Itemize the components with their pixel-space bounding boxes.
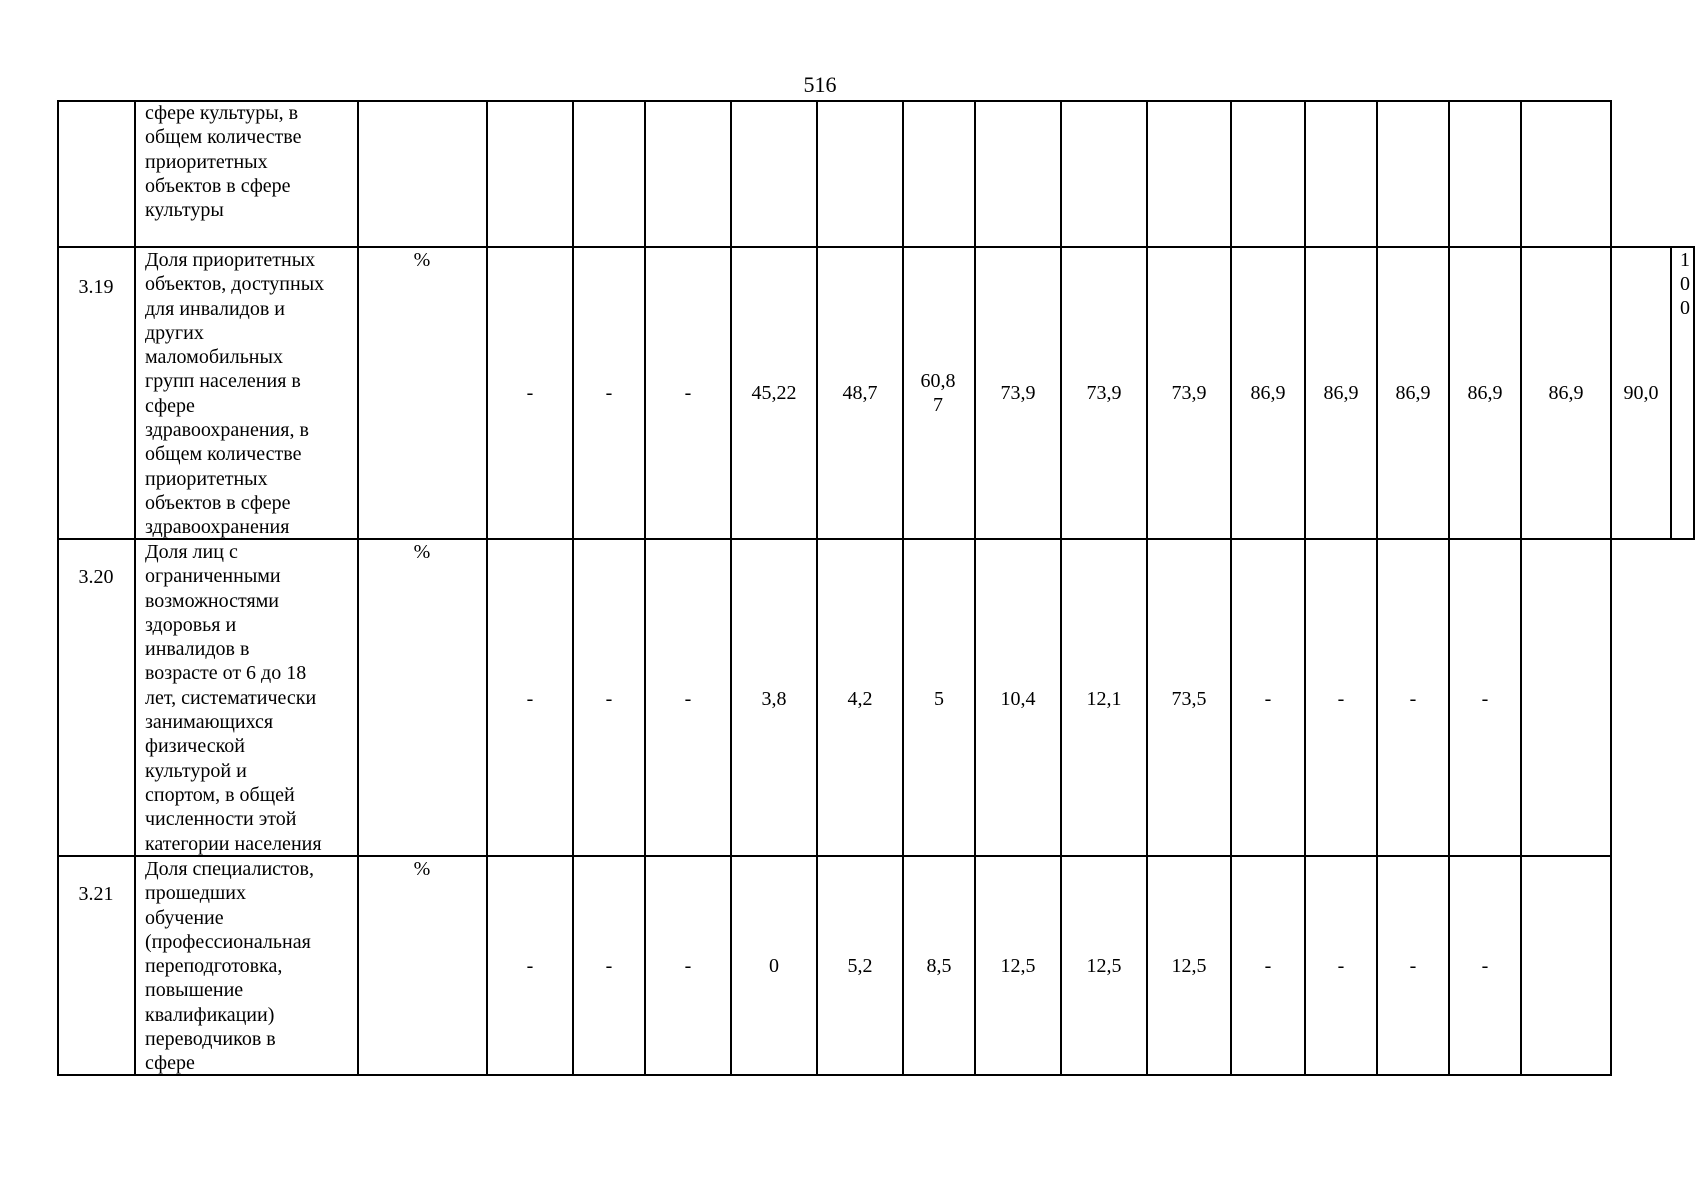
column-divider xyxy=(816,100,818,1076)
column-divider xyxy=(1520,100,1522,1076)
value-cell: 86,9 xyxy=(1323,382,1359,404)
row-description: Доля специалистов, прошедших обучение (профессиональная переподготовка, повышение квалификации) переводчиков в сфере xyxy=(145,858,314,1075)
column-divider xyxy=(1060,100,1062,1076)
page-number: 516 xyxy=(803,72,837,97)
row-unit: % xyxy=(413,249,431,271)
value-cell: - xyxy=(684,688,692,710)
column-divider xyxy=(1610,100,1612,1076)
row-number: 3.21 xyxy=(78,883,114,905)
value-cell: 3,8 xyxy=(761,688,787,710)
value-cell: 86,9 xyxy=(1467,382,1503,404)
column-divider xyxy=(644,100,646,1076)
row-description: Доля приоритетных объектов, доступных для инвалидов и других маломобильных групп населения в сфере здравоохранения, в общем количестве приоритетных объектов в сфере здравоохранения xyxy=(145,249,325,539)
column-divider xyxy=(1670,246,1672,540)
column-divider xyxy=(134,100,136,1076)
value-cell: 73,9 xyxy=(1086,382,1122,404)
column-divider xyxy=(1376,100,1378,1076)
value-cell: - xyxy=(1337,955,1345,977)
value-cell: 12,1 xyxy=(1086,688,1122,710)
value-cell: 4,2 xyxy=(847,688,873,710)
column-divider xyxy=(486,100,488,1076)
value-cell: - xyxy=(1264,688,1272,710)
value-cell: 10,4 xyxy=(1000,688,1036,710)
row-number: 3.19 xyxy=(78,276,114,298)
value-cell: - xyxy=(1481,955,1489,977)
row-description: сфере культуры, в общем количестве приоритетных объектов в сфере культуры xyxy=(145,102,302,222)
value-cell: - xyxy=(526,955,534,977)
value-cell: 45,22 xyxy=(751,382,797,404)
value-cell: 73,5 xyxy=(1171,688,1207,710)
value-cell: - xyxy=(605,382,613,404)
overflow-value-cell: 100 xyxy=(1680,249,1690,319)
value-cell: 12,5 xyxy=(1086,955,1122,977)
value-cell: - xyxy=(605,955,613,977)
value-cell: 60,87 xyxy=(920,370,956,416)
value-cell: 73,9 xyxy=(1171,382,1207,404)
value-cell: - xyxy=(1481,688,1489,710)
column-divider xyxy=(1693,246,1695,540)
column-divider xyxy=(1448,100,1450,1076)
value-cell: 8,5 xyxy=(926,955,952,977)
value-cell: - xyxy=(526,688,534,710)
value-cell: - xyxy=(1409,955,1417,977)
value-cell: 86,9 xyxy=(1395,382,1431,404)
column-divider xyxy=(1230,100,1232,1076)
value-cell: 86,9 xyxy=(1250,382,1286,404)
column-divider xyxy=(572,100,574,1076)
column-divider xyxy=(1146,100,1148,1076)
row-description: Доля лиц с ограниченными возможностями здоровья и инвалидов в возрасте от 6 до 18 лет, систематически занимающихся физической культурой и спортом, в общей численности этой категории населения xyxy=(145,541,322,855)
row-unit: % xyxy=(413,858,431,880)
row-number: 3.20 xyxy=(78,566,114,588)
value-cell: 48,7 xyxy=(842,382,878,404)
column-divider xyxy=(902,100,904,1076)
value-cell: - xyxy=(1337,688,1345,710)
value-cell: - xyxy=(684,382,692,404)
value-cell: - xyxy=(684,955,692,977)
column-divider xyxy=(357,100,359,1076)
value-cell: 0 xyxy=(769,955,779,977)
value-cell: - xyxy=(1264,955,1272,977)
value-cell: - xyxy=(605,688,613,710)
value-cell: 5,2 xyxy=(847,955,873,977)
value-cell: - xyxy=(526,382,534,404)
column-divider xyxy=(1304,100,1306,1076)
column-divider xyxy=(730,100,732,1076)
row-unit: % xyxy=(413,541,431,563)
column-divider xyxy=(974,100,976,1076)
value-cell: 5 xyxy=(934,688,944,710)
value-cell: 90,0 xyxy=(1623,382,1659,404)
value-cell: - xyxy=(1409,688,1417,710)
value-cell: 86,9 xyxy=(1548,382,1584,404)
value-cell: 12,5 xyxy=(1171,955,1207,977)
value-cell: 73,9 xyxy=(1000,382,1036,404)
value-cell: 12,5 xyxy=(1000,955,1036,977)
